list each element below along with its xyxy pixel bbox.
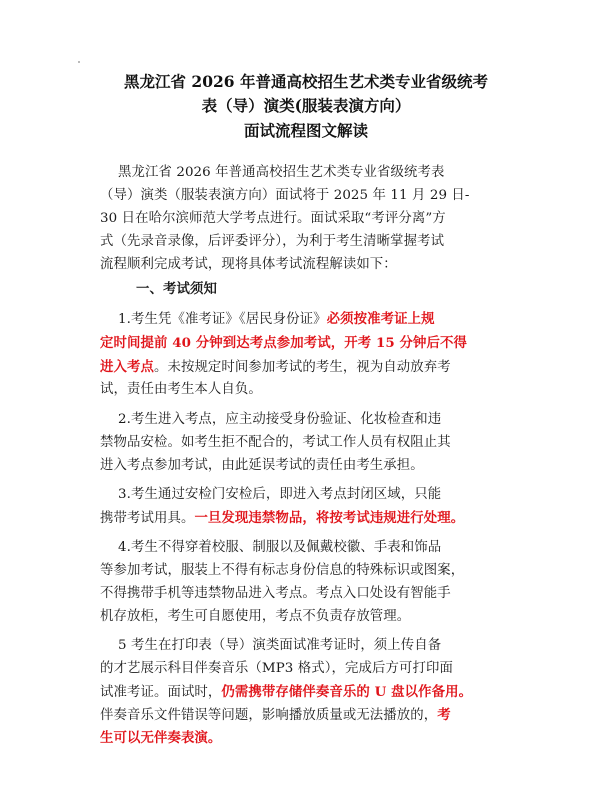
item-5-emphasis: 考 <box>437 707 451 723</box>
item-5-line <box>100 683 530 702</box>
item-1-line: 试，责任由考生本人自负。 <box>100 382 262 397</box>
item-1-emphasis: 必须按准考证上规 <box>326 311 435 327</box>
document-title-line-1: 黑龙江省 2026 年普通高校招生艺术类专业省级统考 <box>124 72 488 91</box>
intro-line: 黑龙江省 2026 年普通高校招生艺术类专业省级统考表 <box>118 165 445 180</box>
section-heading: 一、考试须知 <box>136 281 217 297</box>
item-4-line: 不得携带手机等违禁物品进入考点。考点入口处设有智能手 <box>100 586 451 601</box>
item-5-text: 伴奏音乐文件错误等问题，影响播放质量或无法播放的， <box>100 708 438 723</box>
item-1-text: 。未按规定时间参加考试的考生，视为自动放弃考 <box>153 360 451 375</box>
item-3-emphasis: 一旦发现违禁物品，将按考试违规进行处理。 <box>194 510 465 526</box>
item-5-line: 5 考生在打印表（导）演类面试准考证时，须上传自备 <box>118 638 442 653</box>
item-3-line <box>100 509 530 528</box>
item-5-line: 的才艺展示科目伴奏音乐（MP3 格式），完成后方可打印面 <box>100 661 453 676</box>
item-1-line <box>118 310 548 329</box>
intro-line: 式（先录音录像，后评委评分），为利于考生清晰掌握考试 <box>100 234 445 249</box>
item-1-emphasis-line: 定时间提前 40 分钟到达考点参加考试，开考 15 分钟后不得 <box>100 335 467 351</box>
item-5-text: 试准考证。面试时， <box>100 685 222 700</box>
item-5-emphasis-line: 生可以无伴奏表演。 <box>100 730 222 746</box>
item-2-line: 2.考生进入考点，应主动接受身份验证、化妆检查和违 <box>118 412 442 427</box>
item-4-line: 机存放柜，考生可自愿使用，考点不负责存放管理。 <box>100 609 411 624</box>
item-4-line: 等参加考试，服装上不得有标志身份信息的特殊标识或图案， <box>100 563 465 578</box>
item-5-line <box>100 706 530 725</box>
item-2-line: 禁物品安检。如考生拒不配合的，考试工作人员有权阻止其 <box>100 435 451 450</box>
item-1-text: 1.考生凭《准考证》《居民身份证》 <box>118 312 327 327</box>
item-1-emphasis: 进入考点 <box>100 359 154 375</box>
item-3-line: 3.考生通过安检门安检后，即进入考点封闭区域，只能 <box>118 487 442 502</box>
item-5-emphasis: 仍需携带存储伴奏音乐的 U 盘以作备用。 <box>221 684 473 700</box>
intro-line: （导）演类（服装表演方向）面试将于 2025 年 11 月 29 日- <box>100 188 470 203</box>
document-title-line-3: 面试流程图文解读 <box>243 121 368 140</box>
intro-line: 流程顺利完成考试，现将具体考试流程解读如下： <box>100 257 397 272</box>
item-4-line: 4.考生不得穿着校服、制服以及佩戴校徽、手表和饰品 <box>118 540 442 555</box>
item-2-line: 进入考点参加考试，由此延误考试的责任由考生承担。 <box>100 458 424 473</box>
document-title-line-2: 表（导）演类(服装表演方向） <box>201 96 411 115</box>
intro-line: 30 日在哈尔滨师范大学考点进行。面试采取“考评分离”方 <box>100 211 446 226</box>
item-3-text: 携带考试用具。 <box>100 511 195 526</box>
item-1-line <box>100 358 530 377</box>
page-mark <box>78 61 80 63</box>
